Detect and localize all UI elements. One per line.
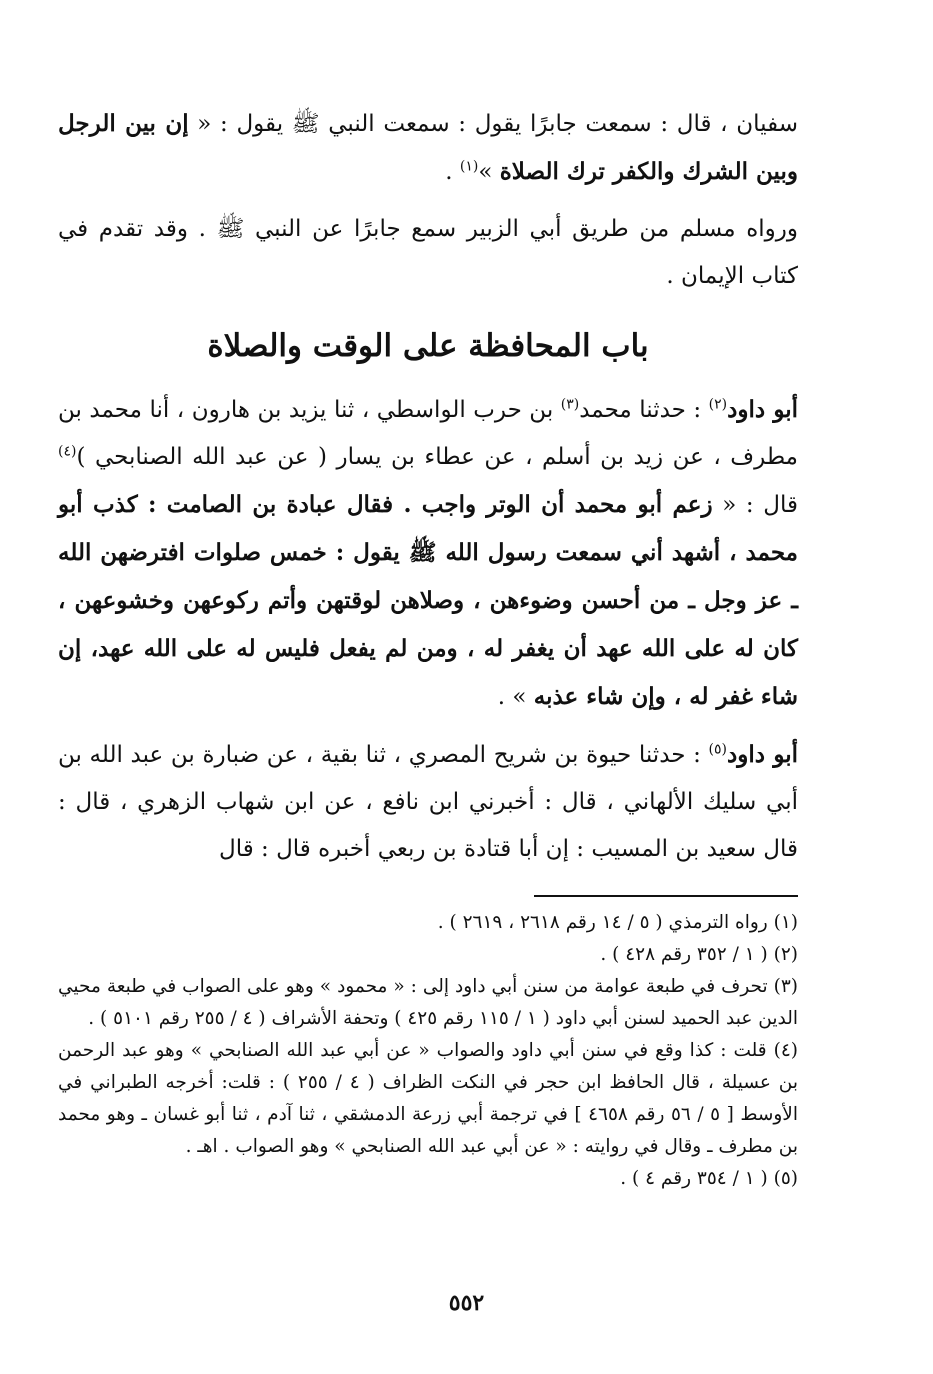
paragraph-3 bbox=[58, 386, 798, 721]
footnote-divider bbox=[534, 895, 798, 897]
footnotes-list bbox=[58, 907, 798, 1195]
p3-hadith: زعم أبو محمد أن الوتر واجب . فقال عبادة بن الصامت : كذب أبو محمد ، أشهد أني سمعت رسول الله ﷺ يقول : خمس صلوات افترضهن الله ـ عز وجل ـ من أحسن وضوءهن ، وصلاهن لوقتهن وأتم ركوعهن وخشوعهن ، كان له على الله عهد أن يغفر له ، ومن لم يفعل فليس له على الله عهد، إن شاء غفر له ، وإن شاء عذبه bbox=[58, 491, 798, 710]
p1-intro: سفيان ، قال : سمعت جابرًا يقول : سمعت النبي ﷺ يقول : « bbox=[188, 111, 798, 137]
page-text bbox=[58, 100, 798, 1195]
p4-chain: : حدثنا حيوة بن شريح المصري ، ثنا بقية ، عن ضبارة بن عبد الله بن أبي سليك الألهاني ، قال : أخبرني ابن نافع ، عن ابن شهاب الزهري ، قال : قال سعيد بن المسيب : إن أبا قتادة بن ربعي أخبره قال : قال bbox=[58, 742, 798, 862]
page-number: ٥٥٢ bbox=[448, 1290, 485, 1316]
footnote-ref-2: (٢) bbox=[708, 396, 728, 413]
p1-close: » bbox=[478, 159, 500, 185]
p1-end: . bbox=[445, 159, 460, 185]
p3-said: قال : « bbox=[712, 492, 799, 518]
paragraph-1 bbox=[58, 100, 798, 196]
footnote-ref-5: (٥) bbox=[708, 741, 727, 758]
p3-narrator: أبو داود bbox=[727, 396, 799, 423]
footnote-ref-3: (٣) bbox=[560, 396, 580, 413]
footnote-2: (٢) ( ١ / ٣٥٢ رقم ٤٢٨ ) . bbox=[600, 944, 798, 965]
paragraph-2: ورواه مسلم من طريق أبي الزبير سمع جابرًا عن النبي ﷺ . وقد تقدم في كتاب الإيمان . bbox=[58, 216, 798, 289]
footnote-ref-4: (٤) bbox=[58, 443, 77, 460]
footnote-1: (١) رواه الترمذي ( ٥ / ١٤ رقم ٢٦١٨ ، ٢٦١٩ ) . bbox=[437, 912, 798, 933]
p3-chain-1: : حدثنا محمد bbox=[579, 397, 709, 423]
paragraph-4 bbox=[58, 731, 798, 873]
p4-narrator: أبو داود bbox=[727, 741, 798, 768]
p1-hadith: إن بين الرجل وبين الشرك والكفر ترك الصلاة bbox=[58, 110, 798, 185]
p3-chain-2: بن حرب الواسطي ، ثنا يزيد بن هارون ، أنا محمد بن مطرف ، عن زيد بن أسلم ، عن عطاء بن يسار ( عن عبد الله الصنابحي ) bbox=[58, 397, 798, 470]
section-heading: باب المحافظة على الوقت والصلاة bbox=[207, 328, 649, 364]
footnote-3: (٣) تحرف في طبعة عوامة من سنن أبي داود إلى : « محمود » وهو على الصواب في طبعة محيي الدين عبد الحميد لسنن أبي داود ( ١ / ١١٥ رقم ٤٢٥ ) وتحفة الأشراف ( ٤ / ٢٥٥ رقم ٥١٠١ ) . bbox=[58, 976, 798, 1029]
footnote-5: (٥) ( ١ / ٣٥٤ رقم ٤ ) . bbox=[620, 1168, 798, 1189]
footnote-ref-1: (١) bbox=[459, 158, 479, 175]
p3-end: » . bbox=[497, 684, 534, 710]
footnote-4: (٤) قلت : كذا وقع في سنن أبي داود والصواب « عن أبي عبد الله الصنابحي » وهو عبد الرحمن بن عسيلة ، قال الحافظ ابن حجر في النكت الظراف ( ٤ / ٢٥٥ ) : قلت: أخرجه الطبراني في الأوسط [ ٥ / ٥٦ رقم ٤٦٥٨ ] في ترجمة أبي زرعة الدمشقي ، ثنا آدم ، ثنا أبو غسان ـ وهو محمد بن مطرف ـ وقال في روايته : « عن أبي عبد الله الصنابحي » وهو الصواب . اهـ . bbox=[58, 1040, 799, 1157]
